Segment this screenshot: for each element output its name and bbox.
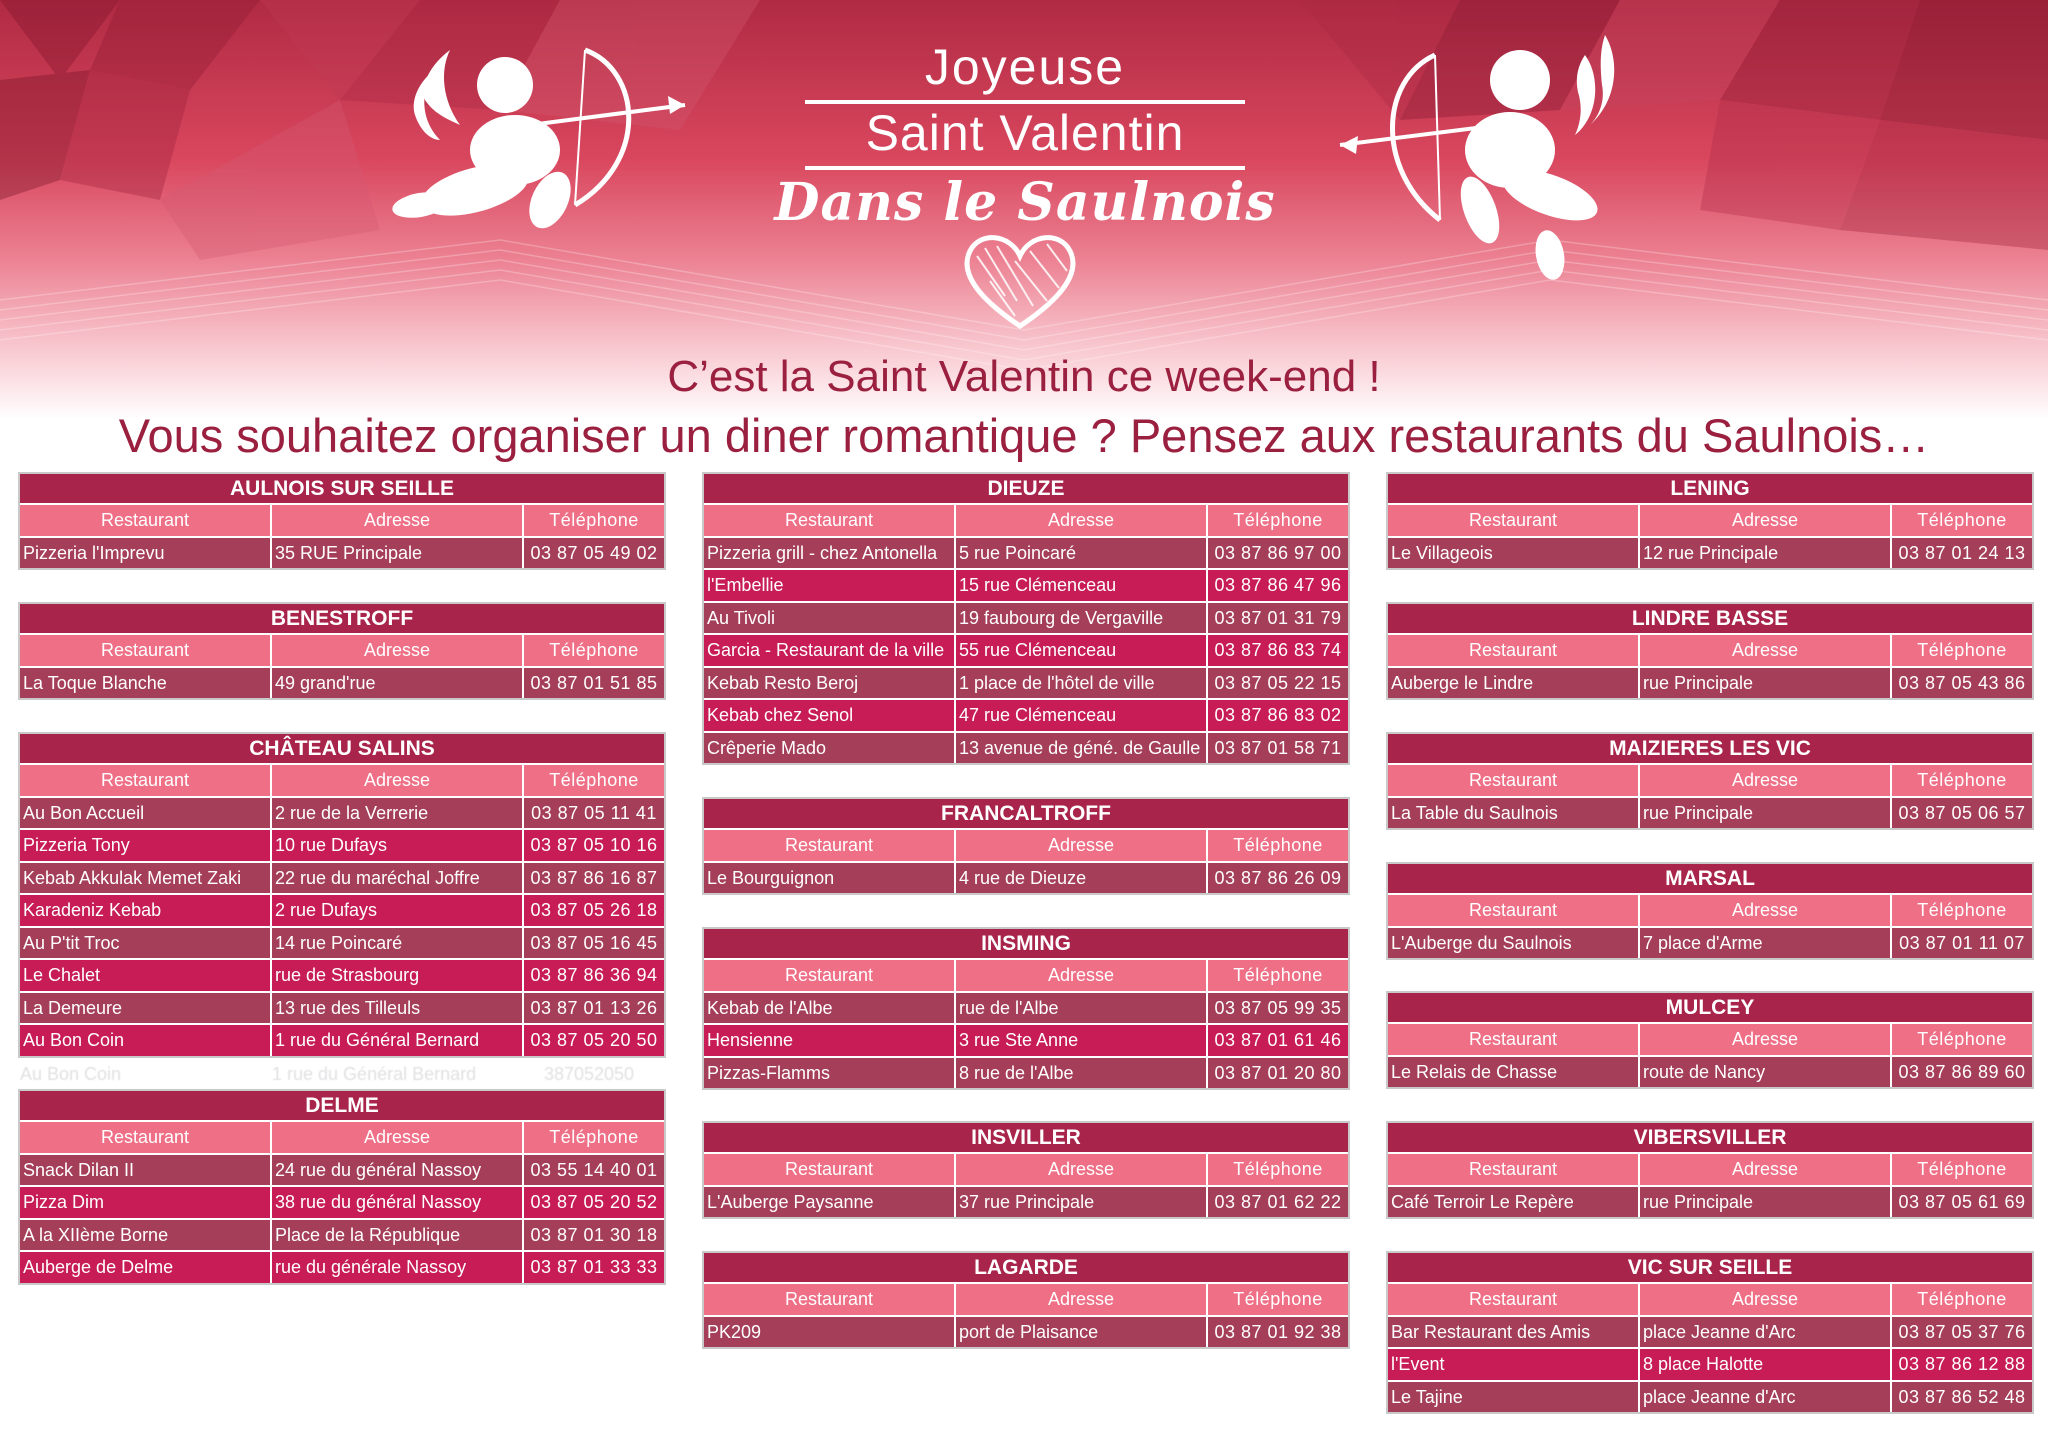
restaurant-address: 13 rue des Tilleuls bbox=[272, 993, 524, 1024]
table-row bbox=[1388, 1347, 2032, 1380]
restaurant-phone: 03 87 05 16 45 bbox=[530, 932, 658, 953]
column-header-row bbox=[20, 1120, 664, 1153]
restaurant-address: rue Principale bbox=[1640, 798, 1892, 829]
column-header-row bbox=[20, 633, 664, 666]
table-row bbox=[1388, 666, 2032, 699]
faded-phone: 387052050 bbox=[543, 1064, 635, 1084]
col-telephone: Téléphone bbox=[1233, 965, 1323, 985]
town-table-delme bbox=[18, 1089, 666, 1285]
town-table-marsal bbox=[1386, 862, 2034, 960]
restaurant-phone: 03 87 05 06 57 bbox=[1898, 802, 2026, 823]
restaurant-name: Pizzas-Flamms bbox=[704, 1058, 956, 1089]
restaurant-phone: 03 55 14 40 01 bbox=[530, 1159, 658, 1180]
town-name: BENESTROFF bbox=[20, 604, 664, 633]
restaurant-name: Kebab Akkulak Memet Zaki bbox=[20, 863, 272, 894]
col-restaurant: Restaurant bbox=[1388, 765, 1640, 796]
col-telephone: Téléphone bbox=[549, 640, 639, 660]
restaurant-name: Kebab Resto Beroj bbox=[704, 668, 956, 699]
restaurant-phone: 03 87 86 12 88 bbox=[1898, 1354, 2026, 1374]
col-telephone: Téléphone bbox=[549, 510, 639, 530]
restaurant-name: Pizzeria grill - chez Antonella bbox=[704, 538, 956, 569]
restaurant-address: 1 place de l'hôtel de ville bbox=[956, 668, 1208, 699]
town-table-insming bbox=[702, 927, 1350, 1090]
col-restaurant: Restaurant bbox=[20, 1122, 272, 1153]
town-name: AULNOIS SUR SEILLE bbox=[20, 474, 664, 503]
restaurant-address: place Jeanne d'Arc bbox=[1640, 1317, 1892, 1348]
table-row bbox=[704, 731, 1348, 764]
restaurant-address: 1 rue du Général Bernard bbox=[272, 1025, 524, 1056]
col-adresse: Adresse bbox=[956, 960, 1208, 991]
town-name: DIEUZE bbox=[704, 474, 1348, 503]
col-restaurant: Restaurant bbox=[1388, 1284, 1640, 1315]
table-row bbox=[1388, 796, 2032, 829]
column-header-row bbox=[704, 1282, 1348, 1315]
restaurant-phone: 03 87 05 10 16 bbox=[530, 835, 658, 855]
column-header-row bbox=[20, 763, 664, 796]
col-adresse: Adresse bbox=[956, 1154, 1208, 1185]
table-row bbox=[704, 1315, 1348, 1348]
town-table-aulnois-sur-seille bbox=[18, 472, 666, 570]
column-header-row bbox=[704, 1152, 1348, 1185]
restaurant-address: 12 rue Principale bbox=[1640, 538, 1892, 569]
col-telephone: Téléphone bbox=[549, 1127, 639, 1147]
restaurant-name: Au P'tit Troc bbox=[20, 928, 272, 959]
restaurant-address: 19 faubourg de Vergaville bbox=[956, 603, 1208, 634]
restaurant-address: 10 rue Dufays bbox=[272, 830, 524, 861]
restaurant-name: Karadeniz Kebab bbox=[20, 895, 272, 926]
town-name: MULCEY bbox=[1388, 993, 2032, 1022]
column-header-row bbox=[1388, 893, 2032, 926]
restaurant-name: L'Auberge Paysanne bbox=[704, 1187, 956, 1218]
table-row bbox=[20, 958, 664, 991]
town-table-vic-sur-seille bbox=[1386, 1251, 2034, 1414]
table-row bbox=[704, 633, 1348, 666]
restaurant-name: Au Bon Coin bbox=[20, 1025, 272, 1056]
restaurant-address: 24 rue du général Nassoy bbox=[272, 1155, 524, 1186]
restaurant-name: Pizzeria l'Imprevu bbox=[20, 538, 272, 569]
restaurant-phone: 03 87 86 83 74 bbox=[1214, 640, 1342, 660]
restaurant-name: Le Chalet bbox=[20, 960, 272, 991]
col-adresse: Adresse bbox=[272, 635, 524, 666]
town-name: INSVILLER bbox=[704, 1123, 1348, 1152]
restaurant-phone: 03 87 05 49 02 bbox=[530, 542, 658, 563]
restaurant-name: Garcia - Restaurant de la ville bbox=[704, 635, 956, 666]
column-header-row bbox=[704, 828, 1348, 861]
col-telephone: Téléphone bbox=[1917, 510, 2007, 530]
town-name: VIC SUR SEILLE bbox=[1388, 1253, 2032, 1282]
col-adresse: Adresse bbox=[1640, 1154, 1892, 1185]
col-restaurant: Restaurant bbox=[704, 505, 956, 536]
table-row bbox=[704, 1056, 1348, 1089]
restaurant-phone: 03 87 05 99 35 bbox=[1214, 997, 1342, 1018]
restaurant-name: Au Tivoli bbox=[704, 603, 956, 634]
restaurant-address: port de Plaisance bbox=[956, 1317, 1208, 1348]
restaurant-address: 8 place Halotte bbox=[1640, 1349, 1892, 1380]
restaurant-phone: 03 87 05 22 15 bbox=[1214, 672, 1342, 693]
col-telephone: Téléphone bbox=[1233, 1159, 1323, 1179]
column-header-row bbox=[704, 503, 1348, 536]
table-row bbox=[20, 828, 664, 861]
table-row bbox=[20, 666, 664, 699]
restaurant-name: PK209 bbox=[704, 1317, 956, 1348]
town-name: CHÂTEAU SALINS bbox=[20, 734, 664, 763]
restaurant-address: 2 rue Dufays bbox=[272, 895, 524, 926]
col-telephone: Téléphone bbox=[549, 770, 639, 790]
restaurant-phone: 03 87 01 30 18 bbox=[530, 1224, 658, 1245]
table-row bbox=[704, 568, 1348, 601]
restaurant-address: 8 rue de l'Albe bbox=[956, 1058, 1208, 1089]
restaurant-address: rue du générale Nassoy bbox=[272, 1252, 524, 1283]
restaurant-name: Pizza Dim bbox=[20, 1187, 272, 1218]
restaurant-address: place Jeanne d'Arc bbox=[1640, 1382, 1892, 1413]
town-table-maizieres-les-vic bbox=[1386, 732, 2034, 830]
restaurant-phone: 03 87 05 43 86 bbox=[1898, 672, 2026, 693]
col-telephone: Téléphone bbox=[1917, 770, 2007, 790]
restaurant-address: rue Principale bbox=[1640, 668, 1892, 699]
restaurant-phone: 03 87 86 89 60 bbox=[1898, 1061, 2026, 1082]
town-name: MAIZIERES LES VIC bbox=[1388, 734, 2032, 763]
restaurant-phone: 03 87 86 97 00 bbox=[1214, 542, 1342, 563]
restaurant-name: Kebab de l'Albe bbox=[704, 993, 956, 1024]
restaurant-phone: 03 87 01 13 26 bbox=[530, 997, 658, 1018]
column-header-row bbox=[1388, 503, 2032, 536]
table-row bbox=[20, 1023, 664, 1056]
table-row bbox=[20, 536, 664, 569]
column-header-row bbox=[704, 958, 1348, 991]
restaurant-address: 7 place d'Arme bbox=[1640, 928, 1892, 959]
restaurant-phone: 03 87 86 83 02 bbox=[1214, 705, 1342, 725]
cupid-right-icon bbox=[1320, 20, 1640, 290]
table-row bbox=[704, 601, 1348, 634]
col-adresse: Adresse bbox=[956, 1284, 1208, 1315]
restaurant-phone: 03 87 86 16 87 bbox=[530, 867, 658, 888]
town-name: INSMING bbox=[704, 929, 1348, 958]
col-adresse: Adresse bbox=[1640, 505, 1892, 536]
restaurant-name: l'Embellie bbox=[704, 570, 956, 601]
column-header-row bbox=[1388, 1022, 2032, 1055]
table-row bbox=[20, 1250, 664, 1283]
restaurant-address: rue Principale bbox=[1640, 1187, 1892, 1218]
faded-duplicate-row bbox=[20, 1060, 660, 1088]
col-adresse: Adresse bbox=[1640, 895, 1892, 926]
town-table-lening bbox=[1386, 472, 2034, 570]
table-row bbox=[20, 926, 664, 959]
column-header-row bbox=[1388, 1152, 2032, 1185]
restaurant-phone: 03 87 01 24 13 bbox=[1898, 542, 2026, 563]
town-name: LAGARDE bbox=[704, 1253, 1348, 1282]
col-telephone: Téléphone bbox=[1233, 1289, 1323, 1309]
col-telephone: Téléphone bbox=[1917, 1289, 2007, 1309]
restaurant-name: La Demeure bbox=[20, 993, 272, 1024]
restaurant-phone: 03 87 05 61 69 bbox=[1898, 1191, 2026, 1212]
restaurant-phone: 03 87 05 26 18 bbox=[530, 900, 658, 920]
restaurant-phone: 03 87 01 92 38 bbox=[1214, 1321, 1342, 1342]
column-header-row bbox=[1388, 633, 2032, 666]
restaurant-name: Snack Dilan II bbox=[20, 1155, 272, 1186]
restaurant-name: Le Villageois bbox=[1388, 538, 1640, 569]
table-row bbox=[1388, 1055, 2032, 1088]
col-telephone: Téléphone bbox=[1233, 510, 1323, 530]
col-telephone: Téléphone bbox=[1233, 835, 1323, 855]
restaurant-address: 47 rue Clémenceau bbox=[956, 700, 1208, 731]
col-telephone: Téléphone bbox=[1917, 1029, 2007, 1049]
restaurant-address: 5 rue Poincaré bbox=[956, 538, 1208, 569]
col-adresse: Adresse bbox=[1640, 635, 1892, 666]
restaurant-name: l'Event bbox=[1388, 1349, 1640, 1380]
cupid-left-icon bbox=[380, 30, 700, 250]
restaurant-name: La Toque Blanche bbox=[20, 668, 272, 699]
col-restaurant: Restaurant bbox=[1388, 895, 1640, 926]
restaurant-name: Au Bon Accueil bbox=[20, 798, 272, 829]
heart-icon bbox=[955, 226, 1085, 336]
restaurant-phone: 03 87 01 62 22 bbox=[1214, 1191, 1342, 1212]
restaurant-name: Hensienne bbox=[704, 1025, 956, 1056]
restaurant-address: rue de Strasbourg bbox=[272, 960, 524, 991]
restaurant-name: Le Relais de Chasse bbox=[1388, 1057, 1640, 1088]
restaurant-address: 15 rue Clémenceau bbox=[956, 570, 1208, 601]
col-restaurant: Restaurant bbox=[704, 830, 956, 861]
town-table-vibersviller bbox=[1386, 1121, 2034, 1219]
restaurant-name: Le Bourguignon bbox=[704, 863, 956, 894]
restaurant-address: 35 RUE Principale bbox=[272, 538, 524, 569]
restaurant-name: Bar Restaurant des Amis bbox=[1388, 1317, 1640, 1348]
col-restaurant: Restaurant bbox=[1388, 635, 1640, 666]
town-name: VIBERSVILLER bbox=[1388, 1123, 2032, 1152]
restaurant-address: rue de l'Albe bbox=[956, 993, 1208, 1024]
col-restaurant: Restaurant bbox=[704, 960, 956, 991]
table-row bbox=[704, 536, 1348, 569]
col-telephone: Téléphone bbox=[1917, 900, 2007, 920]
town-table-francaltroff bbox=[702, 797, 1350, 895]
restaurant-name: Auberge de Delme bbox=[20, 1252, 272, 1283]
col-restaurant: Restaurant bbox=[20, 505, 272, 536]
restaurant-phone: 03 87 86 52 48 bbox=[1898, 1386, 2026, 1407]
restaurant-phone: 03 87 01 51 85 bbox=[530, 672, 658, 693]
town-name: DELME bbox=[20, 1091, 664, 1120]
col-restaurant: Restaurant bbox=[20, 635, 272, 666]
col-telephone: Téléphone bbox=[1917, 640, 2007, 660]
table-row bbox=[1388, 1185, 2032, 1218]
table-row bbox=[704, 1185, 1348, 1218]
restaurant-name: Kebab chez Senol bbox=[704, 700, 956, 731]
table-row bbox=[20, 991, 664, 1024]
table-row bbox=[704, 698, 1348, 731]
town-name: LINDRE BASSE bbox=[1388, 604, 2032, 633]
col-adresse: Adresse bbox=[1640, 1284, 1892, 1315]
restaurant-name: A la XIIème Borne bbox=[20, 1220, 272, 1251]
restaurant-address: 22 rue du maréchal Joffre bbox=[272, 863, 524, 894]
restaurant-address: 14 rue Poincaré bbox=[272, 928, 524, 959]
col-adresse: Adresse bbox=[272, 1122, 524, 1153]
restaurant-phone: 03 87 01 11 07 bbox=[1899, 932, 2025, 953]
restaurant-phone: 03 87 01 31 79 bbox=[1214, 607, 1342, 628]
restaurant-address: 4 rue de Dieuze bbox=[956, 863, 1208, 894]
table-row bbox=[704, 861, 1348, 894]
table-row bbox=[20, 796, 664, 829]
column-header-row bbox=[20, 503, 664, 536]
col-restaurant: Restaurant bbox=[20, 765, 272, 796]
table-row bbox=[20, 893, 664, 926]
restaurant-name: Café Terroir Le Repère bbox=[1388, 1187, 1640, 1218]
table-row bbox=[704, 666, 1348, 699]
subtitle-weekend: C’est la Saint Valentin ce week-end ! bbox=[667, 352, 1381, 401]
restaurant-phone: 03 87 05 37 76 bbox=[1898, 1321, 2026, 1342]
title-line-saint-valentin: Saint Valentin bbox=[805, 104, 1245, 170]
town-name: FRANCALTROFF bbox=[704, 799, 1348, 828]
restaurant-phone: 03 87 86 36 94 bbox=[530, 965, 658, 985]
restaurant-name: Pizzeria Tony bbox=[20, 830, 272, 861]
faded-name: Au Bon Coin bbox=[20, 1064, 122, 1084]
col-restaurant: Restaurant bbox=[1388, 1024, 1640, 1055]
restaurant-phone: 03 87 01 58 71 bbox=[1214, 737, 1342, 758]
col-restaurant: Restaurant bbox=[1388, 505, 1640, 536]
town-table-lindre-basse bbox=[1386, 602, 2034, 700]
col-restaurant: Restaurant bbox=[704, 1284, 956, 1315]
col-adresse: Adresse bbox=[1640, 765, 1892, 796]
restaurant-phone: 03 87 01 33 33 bbox=[530, 1257, 658, 1277]
table-row bbox=[1388, 926, 2032, 959]
table-row bbox=[20, 861, 664, 894]
restaurant-name: Le Tajine bbox=[1388, 1382, 1640, 1413]
col-restaurant: Restaurant bbox=[704, 1154, 956, 1185]
col-adresse: Adresse bbox=[1640, 1024, 1892, 1055]
col-telephone: Téléphone bbox=[1917, 1159, 2007, 1179]
col-adresse: Adresse bbox=[272, 765, 524, 796]
restaurant-phone: 03 87 86 26 09 bbox=[1214, 867, 1342, 888]
banner-title bbox=[745, 38, 1305, 236]
restaurant-phone: 03 87 01 20 80 bbox=[1214, 1062, 1342, 1083]
restaurant-address: 55 rue Clémenceau bbox=[956, 635, 1208, 666]
table-row bbox=[20, 1218, 664, 1251]
restaurant-address: route de Nancy bbox=[1640, 1057, 1892, 1088]
restaurant-phone: 03 87 05 20 52 bbox=[530, 1192, 658, 1212]
restaurant-name: Auberge le Lindre bbox=[1388, 668, 1640, 699]
col-adresse: Adresse bbox=[272, 505, 524, 536]
restaurant-phone: 03 87 05 11 41 bbox=[531, 802, 657, 823]
town-table-dieuze bbox=[702, 472, 1350, 765]
restaurant-address: 49 grand'rue bbox=[272, 668, 524, 699]
town-name: LENING bbox=[1388, 474, 2032, 503]
restaurant-name: L'Auberge du Saulnois bbox=[1388, 928, 1640, 959]
restaurant-address: 3 rue Ste Anne bbox=[956, 1025, 1208, 1056]
table-row bbox=[20, 1185, 664, 1218]
town-table-mulcey bbox=[1386, 991, 2034, 1089]
table-row bbox=[1388, 536, 2032, 569]
title-line-joyeuse: Joyeuse bbox=[805, 38, 1245, 104]
town-table-insviller bbox=[702, 1121, 1350, 1219]
column-header-row bbox=[1388, 1282, 2032, 1315]
col-adresse: Adresse bbox=[956, 505, 1208, 536]
town-table-lagarde bbox=[702, 1251, 1350, 1349]
col-adresse: Adresse bbox=[956, 830, 1208, 861]
table-row bbox=[1388, 1380, 2032, 1413]
col-restaurant: Restaurant bbox=[1388, 1154, 1640, 1185]
table-row bbox=[704, 991, 1348, 1024]
restaurant-address: Place de la République bbox=[272, 1220, 524, 1251]
restaurant-name: Crêperie Mado bbox=[704, 733, 956, 764]
restaurant-address: 38 rue du général Nassoy bbox=[272, 1187, 524, 1218]
title-line-saulnois: Dans le Saulnois bbox=[774, 172, 1276, 233]
restaurant-address: 37 rue Principale bbox=[956, 1187, 1208, 1218]
restaurant-phone: 03 87 86 47 96 bbox=[1214, 575, 1342, 595]
restaurant-phone: 03 87 01 61 46 bbox=[1214, 1030, 1342, 1050]
restaurant-name: La Table du Saulnois bbox=[1388, 798, 1640, 829]
table-row bbox=[1388, 1315, 2032, 1348]
faded-address: 1 rue du Général Bernard bbox=[272, 1064, 477, 1084]
town-table-chateau-salins bbox=[18, 732, 666, 1058]
column-header-row bbox=[1388, 763, 2032, 796]
table-row bbox=[704, 1023, 1348, 1056]
restaurant-address: 13 avenue de géné. de Gaulle bbox=[956, 733, 1208, 764]
subtitle-diner: Vous souhaitez organiser un diner romantique ? Pensez aux restaurants du Saulnois… bbox=[118, 409, 1930, 462]
town-name: MARSAL bbox=[1388, 864, 2032, 893]
restaurant-address: 2 rue de la Verrerie bbox=[272, 798, 524, 829]
restaurant-phone: 03 87 05 20 50 bbox=[530, 1030, 658, 1050]
town-table-benestroff bbox=[18, 602, 666, 700]
table-row bbox=[20, 1153, 664, 1186]
